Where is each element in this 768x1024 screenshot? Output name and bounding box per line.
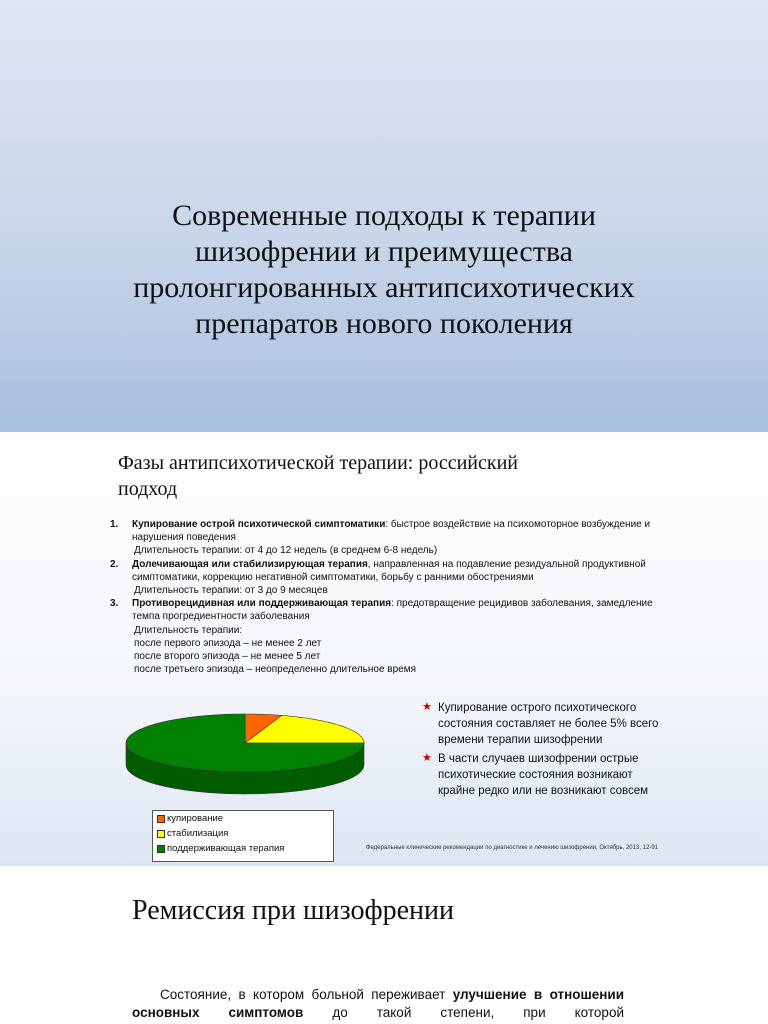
title-slide-heading xyxy=(60,198,708,342)
bullet-list xyxy=(422,700,662,801)
phases-slide-heading xyxy=(118,450,638,502)
phase-number: 2. xyxy=(110,558,119,570)
phases-list xyxy=(110,518,670,676)
phase-title: Долечивающая или стабилизирующая терапия xyxy=(132,558,368,570)
phase-item xyxy=(110,597,670,676)
remission-slide xyxy=(0,866,768,1024)
para-text: Состояние, в котором больной переживает xyxy=(160,987,453,1002)
phase-duration: Длительность терапии: от 3 до 9 месяцев xyxy=(134,585,328,597)
phase-number: 3. xyxy=(110,598,119,610)
phases-slide xyxy=(0,432,768,866)
legend-item xyxy=(153,841,333,856)
title-line: шизофрении и преимущества xyxy=(195,235,573,268)
heading-line: подход xyxy=(118,478,178,500)
phase-duration: после первого эпизода – не менее 2 лет xyxy=(134,637,322,649)
star-icon: ★ xyxy=(422,701,432,713)
legend-label: купирование xyxy=(167,813,224,824)
legend-swatch xyxy=(157,845,165,853)
star-icon: ★ xyxy=(422,751,432,764)
phase-text: : быстрое воздействие на психомоторное возбуждение и нарушения поведения xyxy=(132,519,651,544)
phase-title: Купирование острой психотической симптоматики xyxy=(132,519,386,530)
bullet-text: В части случаев шизофрении острые психотические состояния возникают крайне редко или не возникают совсем xyxy=(438,752,648,798)
phase-duration: Длительность терапии: от 4 до 12 недель (в среднем 6-8 недель) xyxy=(134,545,438,557)
legend-label: поддерживающая терапия xyxy=(167,843,285,854)
heading-line: Фазы антипсихотической терапии: российский xyxy=(118,452,519,474)
phase-item xyxy=(110,518,670,558)
title-line: препаратов нового поколения xyxy=(195,307,573,340)
phase-title: Противорецидивная или поддерживающая терапия xyxy=(132,598,392,610)
phase-duration: Длительность терапии: xyxy=(134,624,243,636)
bullet-text: Купирование острого психотического состояния составляет не более 5% всего времени терапии шизофрении xyxy=(438,702,659,747)
bullet-item xyxy=(422,751,662,800)
para-emphasis: улучшение в отношении основных симптомов xyxy=(132,987,625,1020)
title-line: пролонгированных антипсихотических xyxy=(133,271,635,304)
legend-swatch xyxy=(157,815,165,823)
phase-item xyxy=(110,558,670,598)
title-line: Современные подходы к терапии xyxy=(172,199,596,232)
legend-swatch xyxy=(157,830,165,838)
phase-duration: после второго эпизода – не менее 5 лет xyxy=(134,651,321,663)
remission-definition xyxy=(132,986,624,1022)
legend-item xyxy=(153,811,333,826)
title-slide xyxy=(0,0,768,432)
remission-heading: Ремиссия при шизофрении xyxy=(132,895,454,926)
pie-chart xyxy=(118,710,372,800)
legend-label: стабилизация xyxy=(167,828,229,839)
phase-number: 1. xyxy=(110,519,119,530)
para-text: до такой степени, при которой xyxy=(303,1005,624,1020)
phase-duration: после третьего эпизода – неопределенно длительное время xyxy=(134,664,417,676)
phase-text: , направленная на подавление резидуальной продуктивной симптоматики, коррекцию негативной симптоматики, борьбу с ранними обострениями xyxy=(132,558,646,583)
legend-item xyxy=(153,826,333,841)
phase-text: : предотвращение рецидивов заболевания, замедление темпа прогредиентности заболевания xyxy=(132,598,653,623)
source-citation: Федеральные клинические рекомендации по диагностике и лечению шизофрении, Октябрь, 2013, 12-91 xyxy=(365,845,658,851)
chart-legend xyxy=(152,810,334,862)
bullet-item xyxy=(422,700,662,749)
